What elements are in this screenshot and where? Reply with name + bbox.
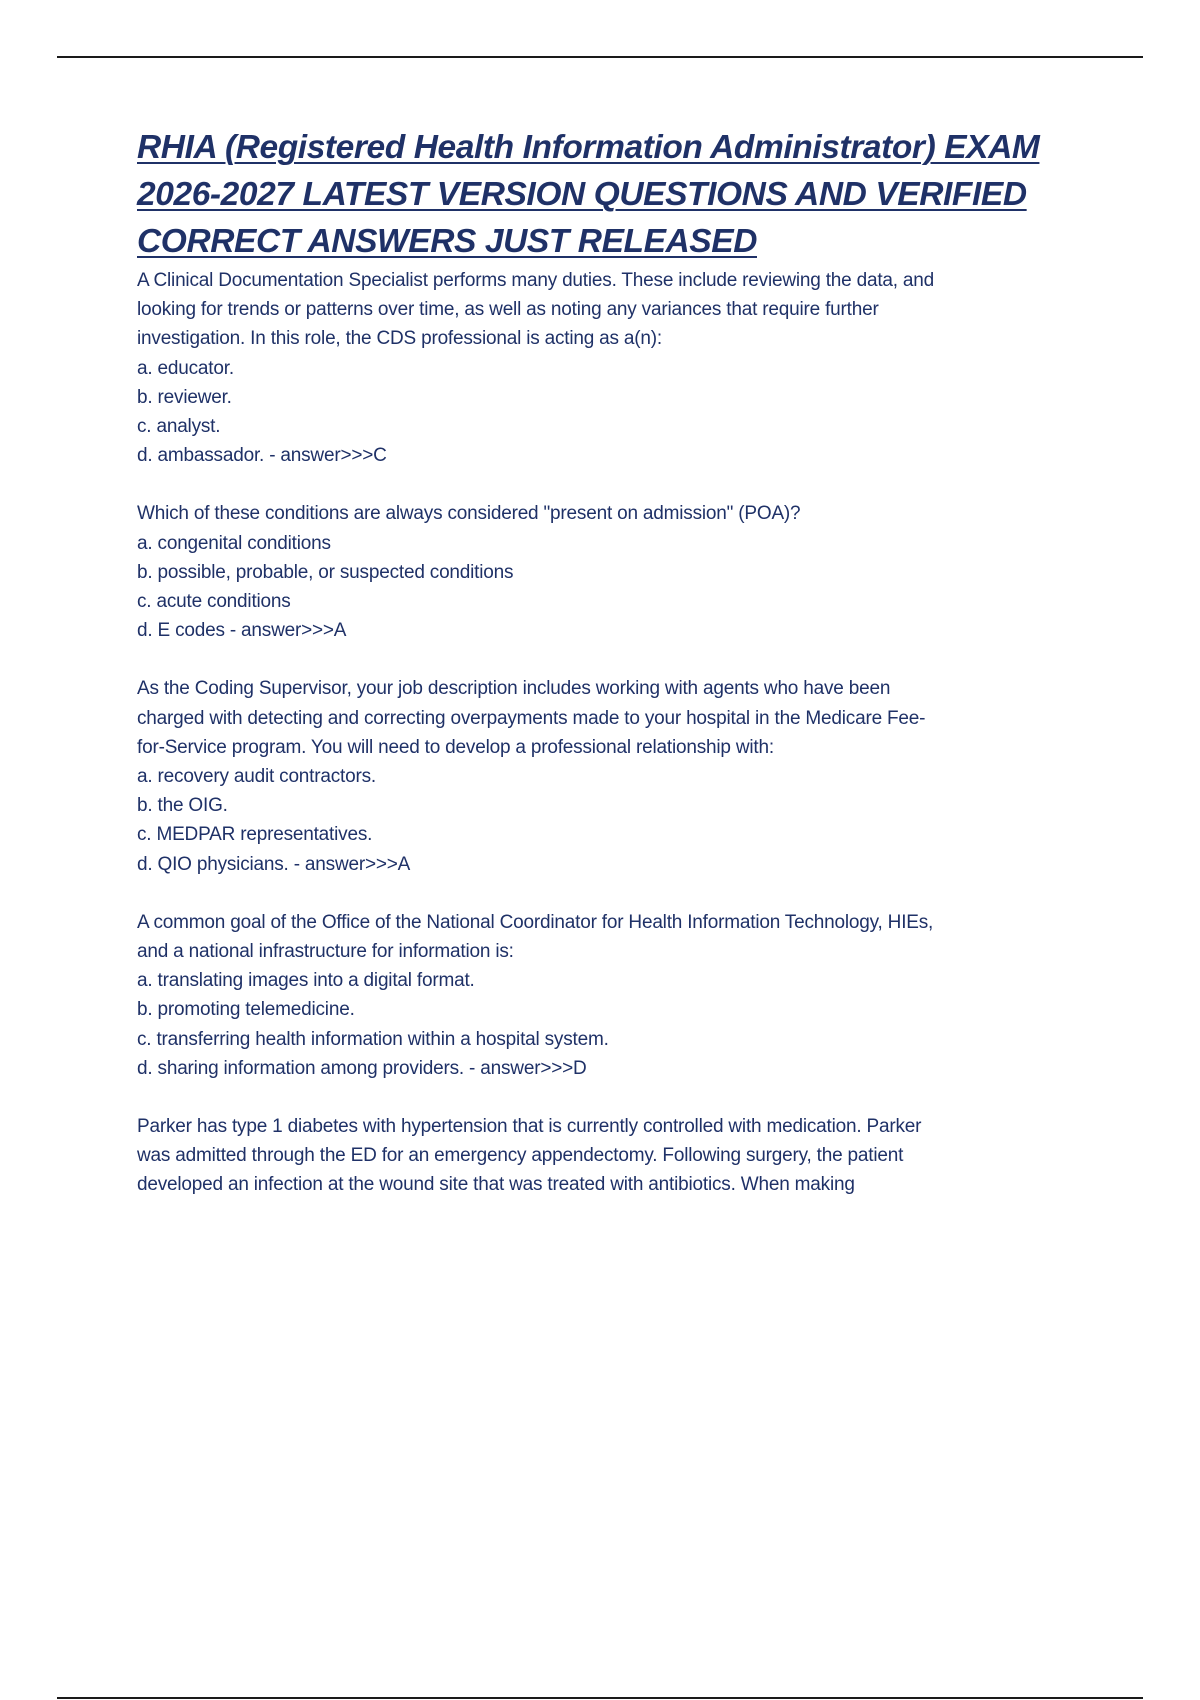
- answer-option: b. reviewer.: [137, 386, 232, 408]
- answer-option: d. E codes - answer>>>A: [137, 620, 347, 642]
- answer-option: d. QIO physicians. - answer>>>A: [137, 853, 411, 875]
- answer-option: c. MEDPAR representatives.: [137, 824, 373, 846]
- question-text: Which of these conditions are always considered "present on admission" (POA)?: [137, 503, 801, 525]
- footer-rule: [57, 1697, 1143, 1699]
- answer-option: c. analyst.: [137, 416, 221, 438]
- question-block: [137, 674, 1037, 878]
- question-text: A Clinical Documentation Specialist performs many duties. These include reviewing the data, and: [137, 270, 935, 291]
- question-block: [137, 266, 1037, 470]
- question-block: [137, 1112, 1037, 1200]
- question-text: developed an infection at the wound site that was treated with antibiotics. When making: [137, 1174, 855, 1196]
- answer-option: a. recovery audit contractors.: [137, 766, 376, 788]
- document-title: [137, 124, 1040, 265]
- answer-option: b. the OIG.: [137, 795, 228, 817]
- answer-option: a. translating images into a digital format.: [137, 970, 475, 992]
- answer-option: b. possible, probable, or suspected conditions: [137, 561, 514, 583]
- question-text: As the Coding Supervisor, your job description includes working with agents who have been: [137, 678, 891, 700]
- question-text: for-Service program. You will need to develop a professional relationship with:: [137, 736, 774, 758]
- answer-option: d. ambassador. - answer>>>C: [137, 445, 387, 467]
- title-line: RHIA (Registered Health Information Administrator) EXAM: [137, 129, 1040, 166]
- question-text: was admitted through the ED for an emergency appendectomy. Following surgery, the patient: [137, 1145, 904, 1167]
- title-line: 2026-2027 LATEST VERSION QUESTIONS AND VERIFIED: [137, 176, 1027, 213]
- document-body: [137, 124, 1040, 1200]
- question-text: charged with detecting and correcting overpayments made to your hospital in the Medicare Fee-: [137, 707, 926, 729]
- answer-option: b. promoting telemedicine.: [137, 999, 355, 1021]
- question-text: and a national infrastructure for information is:: [137, 941, 514, 963]
- question-block: [137, 499, 1037, 645]
- question-text: A common goal of the Office of the National Coordinator for Health Information Technology, HIEs,: [137, 911, 934, 933]
- answer-option: a. educator.: [137, 357, 234, 379]
- question-block: [137, 908, 1037, 1083]
- question-text: looking for trends or patterns over time, as well as noting any variances that require further: [137, 299, 879, 321]
- answer-option: a. congenital conditions: [137, 532, 331, 554]
- title-line: CORRECT ANSWERS JUST RELEASED: [137, 223, 757, 260]
- answer-option: c. transferring health information within a hospital system.: [137, 1028, 609, 1050]
- question-text: investigation. In this role, the CDS professional is acting as a(n):: [137, 328, 662, 350]
- answer-option: d. sharing information among providers. - answer>>>D: [137, 1057, 587, 1079]
- answer-option: c. acute conditions: [137, 591, 291, 613]
- question-text: Parker has type 1 diabetes with hypertension that is currently controlled with medication. Parker: [137, 1116, 922, 1138]
- header-rule: [57, 56, 1143, 58]
